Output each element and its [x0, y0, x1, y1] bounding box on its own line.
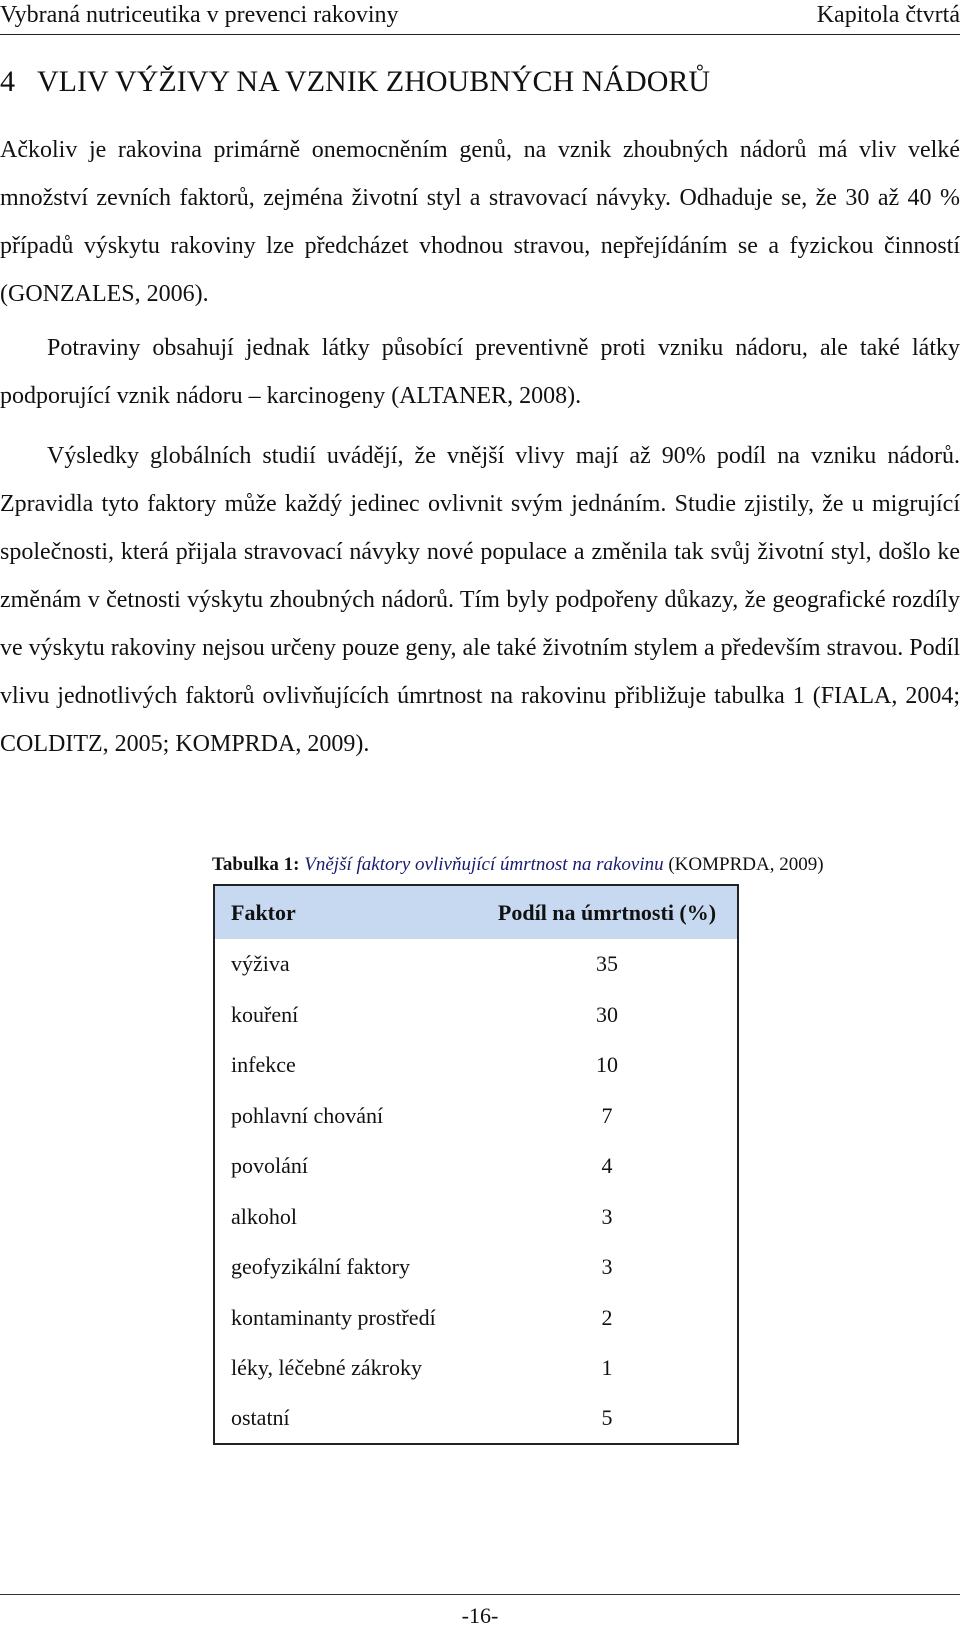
factor-cell: kouření — [231, 1001, 299, 1027]
value-cell: 1 — [601, 1355, 613, 1381]
table-caption-source: (KOMPRDA, 2009) — [668, 854, 824, 875]
value-cell: 7 — [601, 1102, 613, 1128]
table-row — [214, 1040, 738, 1091]
value-cell: 35 — [596, 951, 618, 977]
factor-cell: výživa — [231, 951, 290, 977]
factor-cell: geofyzikální faktory — [231, 1254, 410, 1280]
value-cell: 30 — [596, 1001, 618, 1027]
factor-cell: kontaminanty prostředí — [231, 1304, 436, 1330]
table-row — [214, 1242, 738, 1293]
header-book-title: Vybraná nutriceutika v prevenci rakoviny — [0, 2, 399, 28]
table-caption — [212, 852, 824, 878]
table-row — [214, 1192, 738, 1243]
factor-cell: pohlavní chování — [231, 1102, 384, 1128]
table-row — [214, 1293, 738, 1344]
table-caption-label: Tabulka 1: — [212, 854, 300, 875]
chapter-number: 4 — [0, 65, 15, 98]
mortality-factors-table — [213, 884, 739, 1445]
value-cell: 2 — [601, 1304, 613, 1330]
page-number: -16- — [461, 1603, 499, 1628]
value-cell: 5 — [601, 1405, 613, 1431]
body-paragraph: Výsledky globálních studií uvádějí, že vnější vlivy mají až 90% podíl na vzniku nádorů. Zpravidla tyto faktory může každý jedinec ovlivnit svým jednáním. Studie zjistily, že u migrující společnosti, která přijala stravovací návyky nové populace a změnila tak svůj životní styl, došlo ke změnám v četnosti výskytu zhoubných nádorů. Tím byly podpořeny důkazy, že geografické rozdíly ve výskytu rakoviny nejsou určeny pouze geny, ale také životním stylem a především stravou. Podíl vlivu jednotlivých faktorů ovlivňujících úmrtnost na rakovinu přibližuje tabulka 1 (FIALA, 2004; COLDITZ, 2005; KOMPRDA, 2009). — [0, 443, 960, 757]
table-row — [214, 990, 738, 1041]
table-row — [214, 1141, 738, 1192]
column-header-factor: Faktor — [231, 899, 296, 925]
body-paragraph: Potraviny obsahují jednak látky působící preventivně proti vzniku nádoru, ale také látky podporující vznik nádoru – karcinogeny (ALTANER, 2008). — [0, 335, 960, 409]
value-cell: 10 — [596, 1052, 618, 1078]
factor-cell: infekce — [231, 1052, 296, 1078]
chapter-title: VLIV VÝŽIVY NA VZNIK ZHOUBNÝCH NÁDORŮ — [37, 65, 711, 98]
table-row — [214, 939, 738, 990]
table-row — [214, 1394, 738, 1445]
footer-divider — [0, 1594, 960, 1595]
table-caption-title: Vnější faktory ovlivňující úmrtnost na rakovinu — [304, 854, 664, 875]
factor-cell: ostatní — [231, 1405, 290, 1431]
chapter-heading — [0, 62, 960, 102]
table-row — [214, 1343, 738, 1394]
table-header-row — [214, 885, 738, 939]
body-paragraph: Ačkoliv je rakovina primárně onemocněním genů, na vznik zhoubných nádorů má vliv velké množství zevních faktorů, zejména životní styl a stravovací návyky. Odhaduje se, že 30 až 40 % případů výskytu rakoviny lze předcházet vhodnou stravou, nepřejídáním se a fyzickou činností (GONZALES, 2006). — [0, 137, 960, 307]
column-header-share: Podíl na úmrtnosti (%) — [497, 899, 717, 925]
header-chapter-label: Kapitola čtvrtá — [816, 2, 960, 28]
running-header — [0, 0, 960, 35]
factor-cell: alkohol — [231, 1203, 297, 1229]
value-cell: 4 — [601, 1153, 613, 1179]
value-cell: 3 — [601, 1254, 613, 1280]
factor-cell: léky, léčebné zákroky — [231, 1355, 422, 1381]
value-cell: 3 — [601, 1203, 613, 1229]
factor-cell: povolání — [231, 1153, 308, 1179]
table-row — [214, 1091, 738, 1142]
